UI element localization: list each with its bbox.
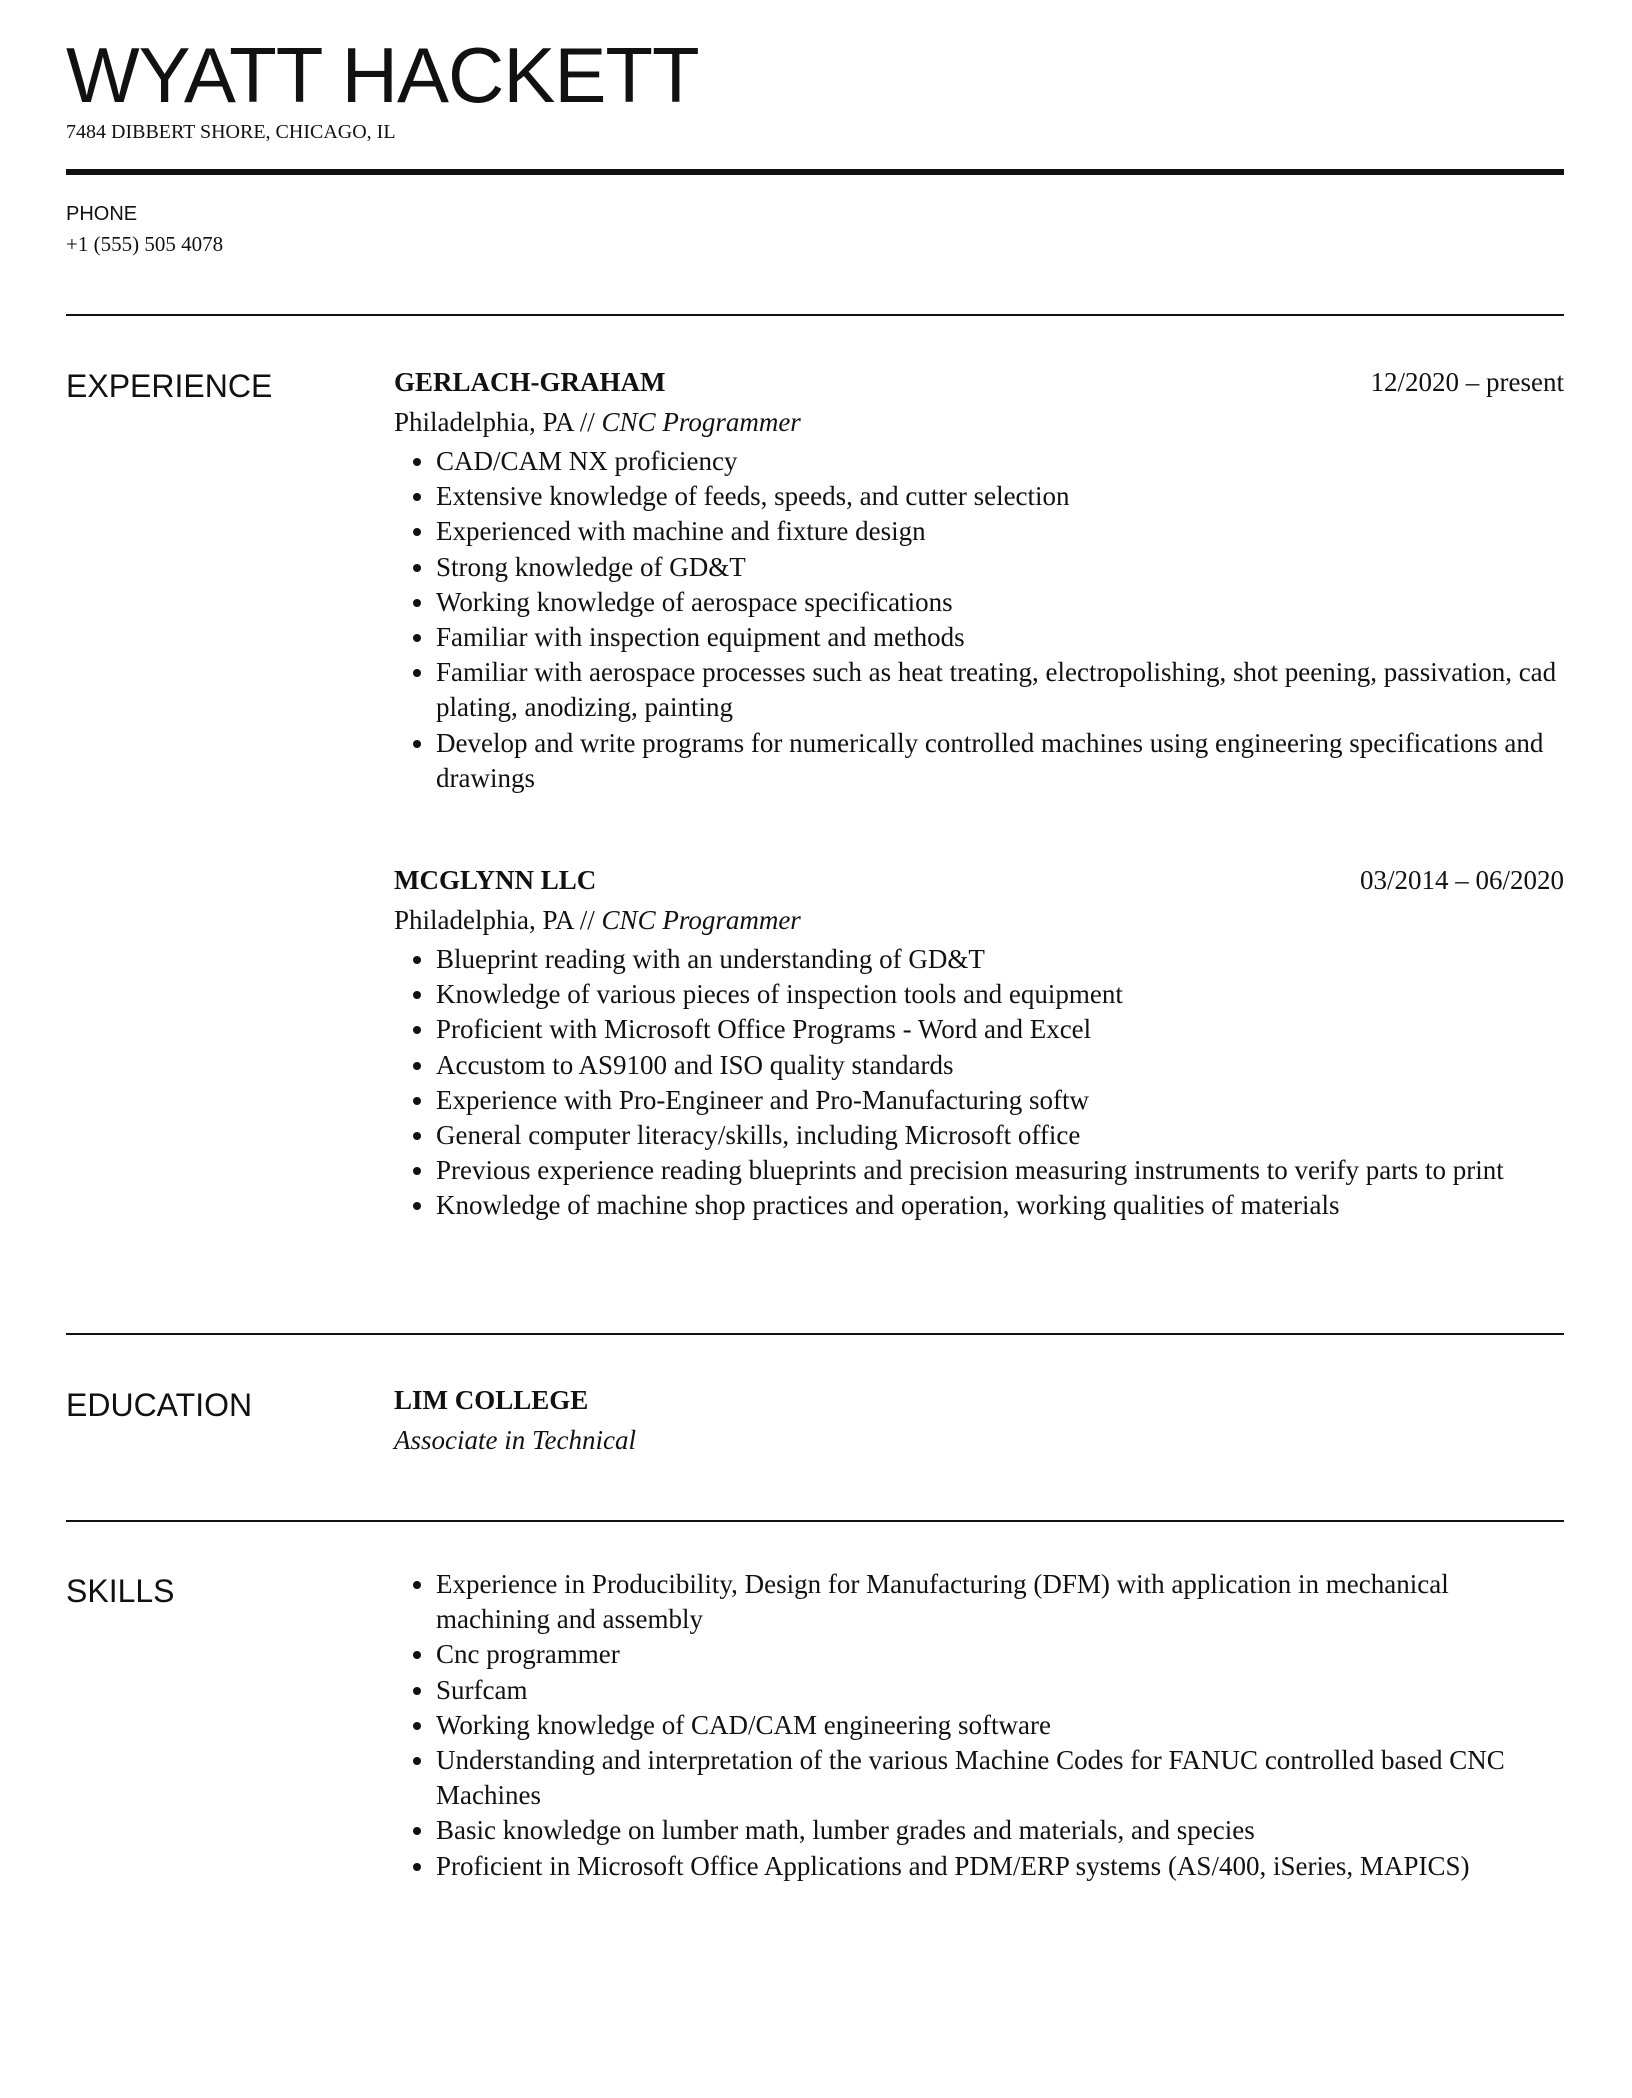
- job-bullet: • Familiar with aerospace processes such as heat treating, electropolishing, shot peening, passivation, cad plating, anodizing, painting: [436, 655, 1564, 725]
- phone-number: +1 (555) 505 4078: [66, 232, 224, 256]
- experience-section-title: EXPERIENCE: [66, 368, 273, 404]
- skill-item: • Working knowledge of CAD/CAM engineering software: [436, 1708, 1564, 1743]
- job-dates: 03/2014 – 06/2020: [1359, 865, 1564, 895]
- job-bullet: • Accustom to AS9100 and ISO quality standards: [436, 1048, 1564, 1083]
- job-separator: //: [573, 905, 602, 935]
- job-bullet-list: [394, 444, 1564, 796]
- candidate-address: 7484 DIBBERT SHORE, CHICAGO, IL: [66, 121, 396, 143]
- job-bullet: • General computer literacy/skills, including Microsoft office: [436, 1118, 1564, 1153]
- section-divider: [66, 1333, 1564, 1335]
- job-dates: 12/2020 – present: [1370, 367, 1564, 397]
- job-entry: [394, 362, 1564, 796]
- skill-item: • Cnc programmer: [436, 1637, 1564, 1672]
- education-degree: Associate in Technical: [394, 1425, 636, 1455]
- job-entry: [394, 860, 1564, 1224]
- job-bullet: • Familiar with inspection equipment and methods: [436, 620, 1564, 655]
- skill-item: • Surfcam: [436, 1673, 1564, 1708]
- job-location: Philadelphia, PA: [394, 905, 574, 935]
- job-bullet: • Experienced with machine and fixture design: [436, 514, 1564, 549]
- education-school: LIM COLLEGE: [394, 1385, 589, 1415]
- job-bullet: • Working knowledge of aerospace specifications: [436, 585, 1564, 620]
- job-bullet: • CAD/CAM NX proficiency: [436, 444, 1564, 479]
- job-bullet: • Experience with Pro-Engineer and Pro-Manufacturing softw: [436, 1083, 1564, 1118]
- education-section-title: EDUCATION: [66, 1387, 253, 1423]
- job-location: Philadelphia, PA: [394, 407, 574, 437]
- section-divider: [66, 314, 1564, 316]
- job-role: CNC Programmer: [601, 407, 801, 437]
- skills-list: [394, 1567, 1564, 1884]
- job-bullet: • Proficient with Microsoft Office Programs - Word and Excel: [436, 1012, 1564, 1047]
- header-divider: [66, 169, 1564, 175]
- skills-entry: [394, 1567, 1564, 1884]
- skill-item: • Understanding and interpretation of the various Machine Codes for FANUC controlled based CNC Machines: [436, 1743, 1564, 1813]
- job-bullet: • Strong knowledge of GD&T: [436, 550, 1564, 585]
- job-bullet: • Blueprint reading with an understanding of GD&T: [436, 942, 1564, 977]
- job-company: GERLACH-GRAHAM: [394, 367, 666, 397]
- job-bullet: • Knowledge of machine shop practices and operation, working qualities of materials: [436, 1188, 1564, 1223]
- job-bullet: • Develop and write programs for numerically controlled machines using engineering specifications and drawings: [436, 726, 1564, 796]
- skill-item: • Proficient in Microsoft Office Applications and PDM/ERP systems (AS/400, iSeries, MAPICS): [436, 1849, 1564, 1884]
- job-role: CNC Programmer: [601, 905, 801, 935]
- phone-label: PHONE: [66, 203, 138, 225]
- skill-item: • Basic knowledge on lumber math, lumber grades and materials, and species: [436, 1813, 1564, 1848]
- skill-item: • Experience in Producibility, Design for Manufacturing (DFM) with application in mechanical machining and assembly: [436, 1567, 1564, 1637]
- education-entry: [394, 1380, 1564, 1460]
- candidate-name: WYATT HACKETT: [66, 31, 699, 119]
- job-separator: //: [573, 407, 602, 437]
- job-bullet: • Extensive knowledge of feeds, speeds, and cutter selection: [436, 479, 1564, 514]
- section-divider: [66, 1520, 1564, 1522]
- job-company: MCGLYNN LLC: [394, 865, 597, 895]
- job-bullet: • Previous experience reading blueprints and precision measuring instruments to verify parts to print: [436, 1153, 1564, 1188]
- job-bullet: • Knowledge of various pieces of inspection tools and equipment: [436, 977, 1564, 1012]
- skills-section-title: SKILLS: [66, 1573, 175, 1609]
- job-bullet-list: [394, 942, 1564, 1224]
